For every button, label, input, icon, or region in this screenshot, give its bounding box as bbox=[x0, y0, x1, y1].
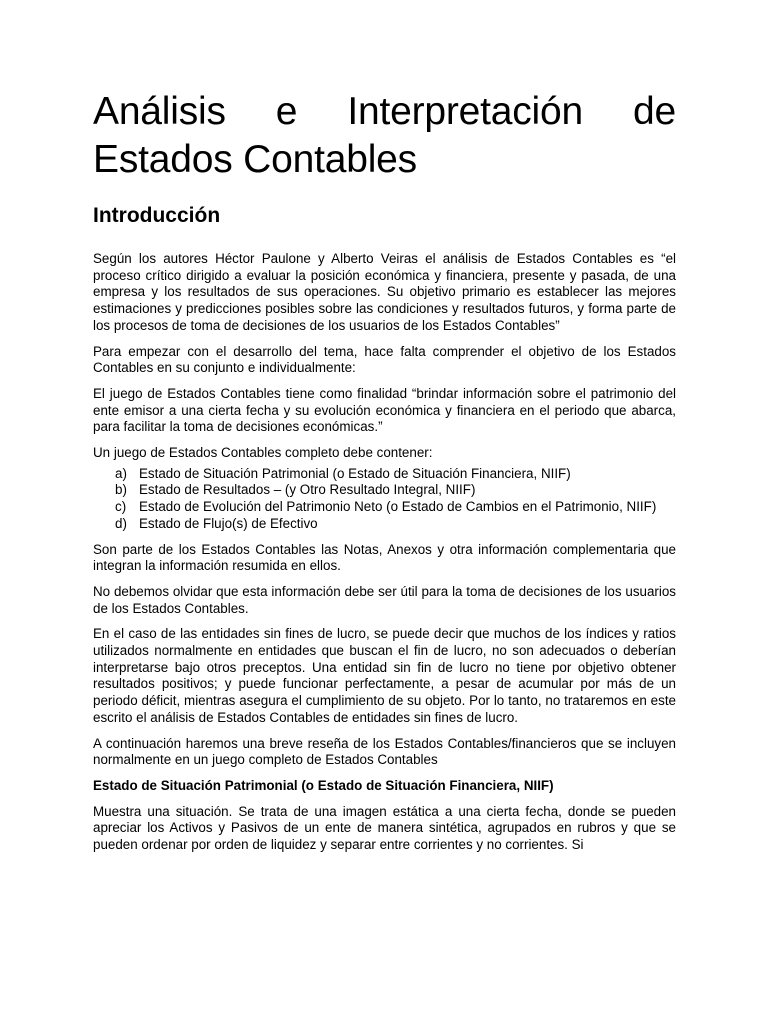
list-item bbox=[93, 516, 676, 533]
list-item-text: Estado de Flujo(s) de Efectivo bbox=[139, 515, 318, 531]
list-item-text: Estado de Resultados – (y Otro Resultado Integral, NIIF) bbox=[139, 482, 476, 498]
section-heading-situacion-patrimonial: Estado de Situación Patrimonial (o Estado de Situación Financiera, NIIF) bbox=[93, 777, 554, 793]
paragraph-finalidad: El juego de Estados Contables tiene como finalidad “brindar información sobre el patrimonio del ente emisor a una cierta fecha y su evolución económica y financiera en el periodo que abarca, para facilitar la toma de decisiones económicas.” bbox=[93, 385, 676, 435]
list-marker: c) bbox=[115, 499, 127, 515]
list-marker: a) bbox=[115, 465, 127, 481]
paragraph-definicion: Según los autores Héctor Paulone y Alberto Veiras el análisis de Estados Contables es “el proceso crítico dirigido a evaluar la posición económica y financiera, presente y pasada, de una empresa y los resultados de sus operaciones. Su objetivo primario es establecer las mejores estimaciones y predicciones posibles sobre las condiciones y resultados futuros, y forma parte de los procesos de toma de decisiones de los usuarios de los Estados Contables” bbox=[93, 251, 676, 333]
paragraph-objetivo: Para empezar con el desarrollo del tema, hace falta comprender el objetivo de los Estados Contables en su conjunto e individualmente: bbox=[93, 343, 676, 376]
paragraph-sin-fines-lucro: En el caso de las entidades sin fines de lucro, se puede decir que muchos de los índices y ratios utilizados normalmente en entidades que buscan el fin de lucro, no son adecuados o deberían interpretarse bajo otros preceptos. Una entidad sin fin de lucro no tiene por objetivo obtener resultados positivos; y puede funcionar perfectamente, a pesar de acumular por más de un periodo déficit, mientras asegura el cumplimiento de su objeto. Por lo tanto, no trataremos en este escrito el análisis de Estados Contables de entidades sin fines de lucro. bbox=[93, 626, 676, 725]
list-marker: d) bbox=[115, 515, 127, 531]
paragraph-utilidad: No debemos olvidar que esta información debe ser útil para la toma de decisiones de los usuarios de los Estados Contables. bbox=[93, 583, 676, 616]
section-title-introduccion: Introducción bbox=[93, 204, 221, 227]
document-page bbox=[93, 88, 676, 863]
list-item bbox=[93, 499, 676, 516]
list-item bbox=[93, 466, 676, 483]
paragraph-continuacion: A continuación haremos una breve reseña de los Estados Contables/financieros que se incluyen normalmente en un juego completo de Estados Contables bbox=[93, 735, 676, 768]
list-marker: b) bbox=[115, 482, 127, 498]
list-item bbox=[93, 482, 676, 499]
paragraph-notas-anexos: Son parte de los Estados Contables las Notas, Anexos y otra información complementaria que integran la información resumida en ellos. bbox=[93, 541, 676, 574]
list-item-text: Estado de Situación Patrimonial (o Estado de Situación Financiera, NIIF) bbox=[139, 465, 571, 481]
paragraph-situacion-patrimonial: Muestra una situación. Se trata de una imagen estática a una cierta fecha, donde se pueden apreciar los Activos y Pasivos de un ente de manera sintética, agrupados en rubros y que se pueden ordenar por orden de liquidez y separar entre corrientes y no corrientes. Si bbox=[93, 803, 676, 853]
paragraph-juego-completo: Un juego de Estados Contables completo debe contener: bbox=[93, 445, 433, 461]
document-title: Análisis e Interpretación de Estados Contables bbox=[93, 90, 676, 181]
list-item-text: Estado de Evolución del Patrimonio Neto (o Estado de Cambios en el Patrimonio, NIIF) bbox=[139, 499, 657, 515]
estados-list bbox=[93, 466, 676, 533]
